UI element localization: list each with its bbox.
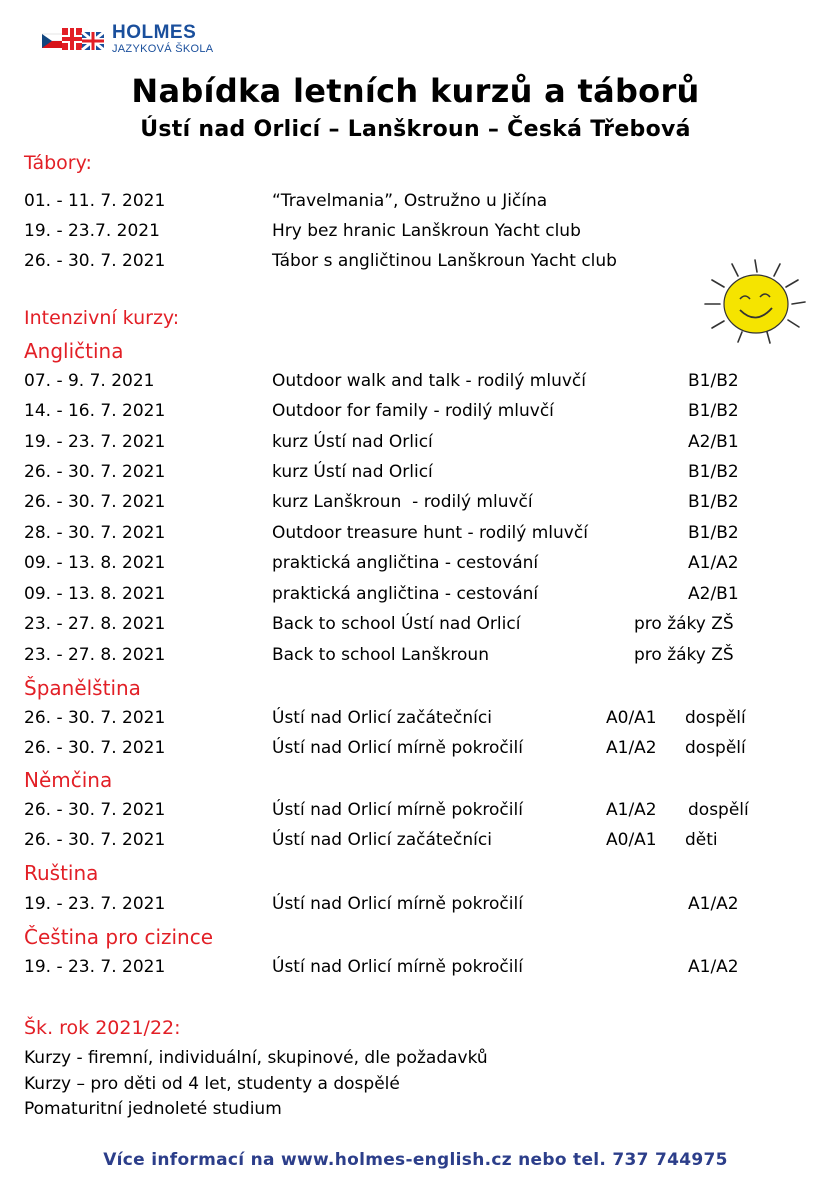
row-level: B1/B2 xyxy=(688,492,739,512)
row-date: 26. - 30. 7. 2021 xyxy=(24,738,166,758)
row-date: 23. - 27. 8. 2021 xyxy=(24,614,166,634)
page-subtitle: Ústí nad Orlicí – Lanškroun – Česká Třebová xyxy=(140,117,691,142)
row-text: Ústí nad Orlicí mírně pokročilí xyxy=(272,957,523,977)
row-level: A1/A2 xyxy=(606,738,657,758)
logo xyxy=(42,20,242,56)
info-line: Kurzy - firemní, individuální, skupinové, dle požadavků xyxy=(24,1048,488,1068)
row-text: kurz Lanškroun - rodilý mluvčí xyxy=(272,492,533,512)
row-date: 19. - 23.7. 2021 xyxy=(24,221,160,241)
row-date: 01. - 11. 7. 2021 xyxy=(24,191,166,211)
row-date: 09. - 13. 8. 2021 xyxy=(24,553,166,573)
row-text: Ústí nad Orlicí mírně pokročilí xyxy=(272,894,523,914)
row-level: pro žáky ZŠ xyxy=(634,614,734,634)
row-level: A2/B1 xyxy=(688,432,739,452)
row-level: A1/A2 xyxy=(606,800,657,820)
language-cestina-heading: Čeština pro cizince xyxy=(24,925,214,949)
row-date: 23. - 27. 8. 2021 xyxy=(24,645,166,665)
info-line: Pomaturitní jednoleté studium xyxy=(24,1099,282,1119)
row-text: “Travelmania”, Ostružno u Jičína xyxy=(272,191,548,211)
row-text: kurz Ústí nad Orlicí xyxy=(272,432,433,452)
section-tabory-heading: Tábory: xyxy=(24,152,92,174)
row-text: Back to school Ústí nad Orlicí xyxy=(272,614,521,634)
row-date: 09. - 13. 8. 2021 xyxy=(24,584,166,604)
row-level: pro žáky ZŠ xyxy=(634,645,734,665)
logo-subtitle: JAZYKOVÁ ŠKOLA xyxy=(112,43,214,55)
row-level: B1/B2 xyxy=(688,371,739,391)
row-level: A0/A1 xyxy=(606,708,657,728)
row-text: Tábor s angličtinou Lanškroun Yacht club xyxy=(272,251,617,271)
language-anglictina-heading: Angličtina xyxy=(24,339,124,363)
row-group: dospělí xyxy=(685,708,746,728)
row-group: dospělí xyxy=(685,738,746,758)
row-level: B1/B2 xyxy=(688,462,739,482)
page-title: Nabídka letních kurzů a táborů xyxy=(131,72,700,110)
info-line: Kurzy – pro děti od 4 let, studenty a dospělé xyxy=(24,1074,400,1094)
row-date: 26. - 30. 7. 2021 xyxy=(24,830,166,850)
row-date: 26. - 30. 7. 2021 xyxy=(24,492,166,512)
row-date: 19. - 23. 7. 2021 xyxy=(24,957,166,977)
row-text: Ústí nad Orlicí mírně pokročilí xyxy=(272,800,523,820)
row-text: Back to school Lanškroun xyxy=(272,645,489,665)
language-spanelstina-heading: Španělština xyxy=(24,676,141,700)
row-text: Outdoor for family - rodilý mluvčí xyxy=(272,401,554,421)
row-text: Ústí nad Orlicí mírně pokročilí xyxy=(272,738,523,758)
row-level: B1/B2 xyxy=(688,523,739,543)
row-level: A0/A1 xyxy=(606,830,657,850)
row-group: děti xyxy=(685,830,718,850)
row-date: 26. - 30. 7. 2021 xyxy=(24,251,166,271)
row-level: A1/A2 xyxy=(688,894,739,914)
row-date: 26. - 30. 7. 2021 xyxy=(24,800,166,820)
row-text: praktická angličtina - cestování xyxy=(272,584,539,604)
row-text: Ústí nad Orlicí začátečníci xyxy=(272,830,492,850)
row-date: 19. - 23. 7. 2021 xyxy=(24,894,166,914)
section-skolni-rok-heading: Šk. rok 2021/22: xyxy=(24,1017,181,1039)
row-text: Outdoor treasure hunt - rodilý mluvčí xyxy=(272,523,588,543)
row-text: kurz Ústí nad Orlicí xyxy=(272,462,433,482)
logo-name: HOLMES xyxy=(112,22,197,43)
language-nemcina-heading: Němčina xyxy=(24,768,113,792)
section-intenzivni-heading: Intenzivní kurzy: xyxy=(24,307,180,329)
row-level: B1/B2 xyxy=(688,401,739,421)
sun-icon xyxy=(700,252,810,352)
language-rustina-heading: Ruština xyxy=(24,861,99,885)
row-date: 26. - 30. 7. 2021 xyxy=(24,462,166,482)
row-group: dospělí xyxy=(688,800,749,820)
row-date: 19. - 23. 7. 2021 xyxy=(24,432,166,452)
row-text: praktická angličtina - cestování xyxy=(272,553,539,573)
row-date: 26. - 30. 7. 2021 xyxy=(24,708,166,728)
row-date: 28. - 30. 7. 2021 xyxy=(24,523,166,543)
row-text: Outdoor walk and talk - rodilý mluvčí xyxy=(272,371,586,391)
row-text: Ústí nad Orlicí začátečníci xyxy=(272,708,492,728)
row-date: 07. - 9. 7. 2021 xyxy=(24,371,155,391)
row-date: 14. - 16. 7. 2021 xyxy=(24,401,166,421)
row-text: Hry bez hranic Lanškroun Yacht club xyxy=(272,221,581,241)
footer-contact: Více informací na www.holmes-english.cz nebo tel. 737 744975 xyxy=(103,1150,728,1170)
flags-puzzle-icon xyxy=(42,24,104,54)
row-level: A1/A2 xyxy=(688,957,739,977)
row-level: A1/A2 xyxy=(688,553,739,573)
row-level: A2/B1 xyxy=(688,584,739,604)
